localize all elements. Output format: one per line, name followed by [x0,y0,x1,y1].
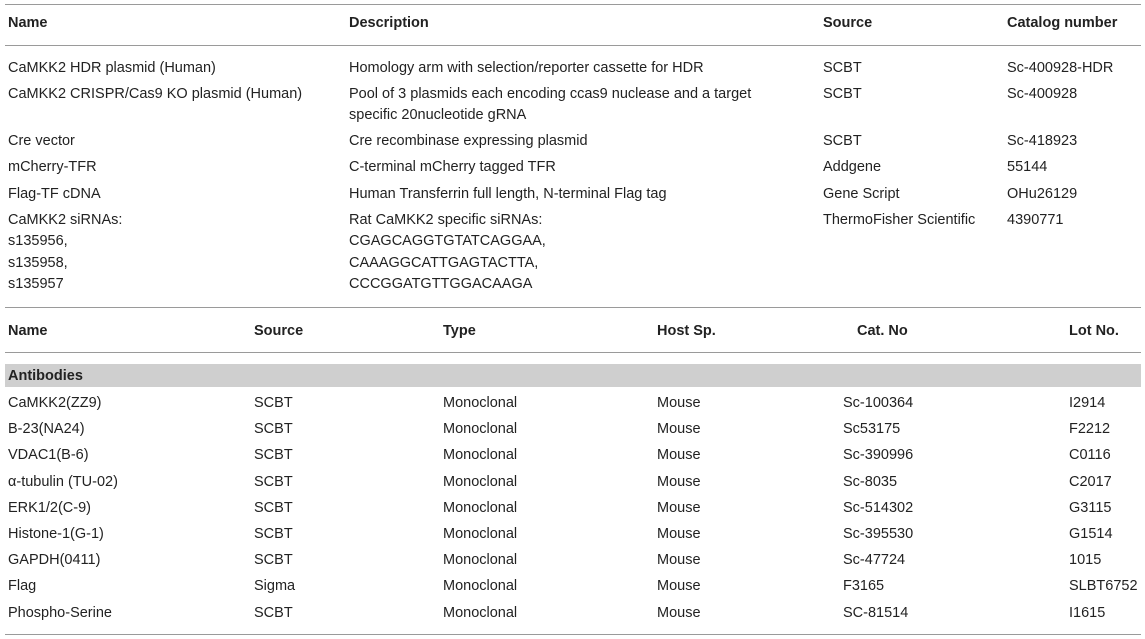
t1-header-catalog: Catalog number [1007,15,1118,31]
t2-cell-name: GAPDH(0411) [8,552,101,568]
t2-cell-catno: Sc53175 [843,421,901,437]
t1-row-catalog: Sc-400928 [1007,86,1078,102]
t2-cell-name: ERK1/2(C-9) [8,500,91,516]
t2-cell-type: Monoclonal [443,474,518,490]
t1-row-source: Addgene [823,159,882,175]
t2-cell-host: Mouse [657,605,701,621]
t2-header-lotno: Lot No. [1069,323,1119,339]
t2-cell-catno: Sc-47724 [843,552,906,568]
t2-cell-name: VDAC1(B-6) [8,447,89,463]
t1-row-source: Gene Script [823,186,900,202]
t2-cell-type: Monoclonal [443,421,518,437]
t1-row-description: Homology arm with selection/reporter cassette for HDR [349,60,704,76]
t1-row-name: s135958, [8,255,68,271]
t2-cell-source: SCBT [254,552,293,568]
t1-row-source: SCBT [823,133,862,149]
t1-row-catalog: OHu26129 [1007,186,1078,202]
t2-cell-lotno: C2017 [1069,474,1112,490]
t2-cell-lotno: I2914 [1069,395,1106,411]
t1-row-description: Human Transferrin full length, N-terminal Flag tag [349,186,667,202]
t1-row-description: C-terminal mCherry tagged TFR [349,159,556,175]
t2-cell-lotno: I1615 [1069,605,1106,621]
t2-header-host: Host Sp. [657,323,716,339]
t2-header-source: Source [254,323,304,339]
t2-cell-name: Histone-1(G-1) [8,526,104,542]
t2-cell-source: SCBT [254,500,293,516]
t2-cell-name: B-23(NA24) [8,421,85,437]
t2-bottom-rule [5,634,1141,635]
t2-cell-catno: Sc-100364 [843,395,914,411]
t2-cell-host: Mouse [657,526,701,542]
t2-cell-host: Mouse [657,552,701,568]
t2-cell-lotno: SLBT6752 [1069,578,1138,594]
t2-cell-type: Monoclonal [443,500,518,516]
t2-cell-type: Monoclonal [443,578,518,594]
t1-row-description: specific 20nucleotide gRNA [349,107,527,123]
t2-cell-lotno: 1015 [1069,552,1102,568]
t2-header-rule [5,352,1141,353]
t1-row-source: SCBT [823,60,862,76]
t1-row-description: CGAGCAGGTGTATCAGGAA, [349,233,546,249]
t2-cell-catno: Sc-514302 [843,500,914,516]
t1-row-description: Pool of 3 plasmids each encoding ccas9 nuclease and a target [349,86,752,102]
t2-cell-type: Monoclonal [443,526,518,542]
t2-cell-name: Phospho-Serine [8,605,112,621]
t1-row-name: s135957 [8,276,64,292]
t2-cell-host: Mouse [657,447,701,463]
section-label-antibodies: Antibodies [8,368,83,384]
top-rule [5,4,1141,5]
t2-cell-host: Mouse [657,421,701,437]
t2-cell-type: Monoclonal [443,552,518,568]
t1-row-description: CCCGGATGTTGGACAAGA [349,276,533,292]
t2-cell-lotno: C0116 [1069,447,1111,463]
t1-row-description: Cre recombinase expressing plasmid [349,133,588,149]
t1-row-description: CAAAGGCATTGAGTACTTA, [349,255,539,271]
t1-row-name: mCherry-TFR [8,159,97,175]
t1-row-catalog: 4390771 [1007,212,1064,228]
t1-row-name: CaMKK2 CRISPR/Cas9 KO plasmid (Human) [8,86,303,102]
t2-cell-lotno: G3115 [1069,500,1112,516]
t1-header-description: Description [349,15,429,31]
t2-cell-type: Monoclonal [443,395,518,411]
t2-header-name: Name [8,323,48,339]
t1-row-catalog: 55144 [1007,159,1048,175]
t2-cell-source: SCBT [254,421,293,437]
t2-cell-name: α-tubulin (TU-02) [8,474,118,490]
t2-cell-source: SCBT [254,395,293,411]
t2-cell-catno: Sc-8035 [843,474,898,490]
t1-row-name: CaMKK2 HDR plasmid (Human) [8,60,216,76]
t2-header-type: Type [443,323,476,339]
t1-row-description: Rat CaMKK2 specific siRNAs: [349,212,543,228]
t1-row-catalog: Sc-418923 [1007,133,1078,149]
t1-bottom-rule [5,307,1141,308]
t2-cell-name: CaMKK2(ZZ9) [8,395,102,411]
t2-cell-lotno: G1514 [1069,526,1113,542]
t1-row-source: ThermoFisher Scientific [823,212,976,228]
t1-header-source: Source [823,15,873,31]
t2-cell-lotno: F2212 [1069,421,1111,437]
t2-cell-catno: Sc-395530 [843,526,914,542]
section-band [5,364,1141,387]
t1-row-source: SCBT [823,86,862,102]
t1-row-name: s135956, [8,233,68,249]
t2-cell-type: Monoclonal [443,605,518,621]
t2-cell-host: Mouse [657,500,701,516]
t2-cell-catno: Sc-390996 [843,447,914,463]
t2-cell-host: Mouse [657,578,701,594]
t2-cell-source: SCBT [254,474,293,490]
t1-header-rule [5,45,1141,46]
t2-cell-source: SCBT [254,447,293,463]
t2-cell-host: Mouse [657,395,701,411]
t2-cell-name: Flag [8,578,37,594]
t2-header-catno: Cat. No [857,323,908,339]
t2-cell-source: SCBT [254,526,293,542]
t2-cell-host: Mouse [657,474,701,490]
t2-cell-source: Sigma [254,578,296,594]
t1-row-name: CaMKK2 siRNAs: [8,212,123,228]
t1-row-name: Flag-TF cDNA [8,186,101,202]
t1-header-name: Name [8,15,48,31]
t1-row-name: Cre vector [8,133,75,149]
t2-cell-catno: SC-81514 [843,605,909,621]
t2-cell-type: Monoclonal [443,447,518,463]
t2-cell-catno: F3165 [843,578,885,594]
t1-row-catalog: Sc-400928-HDR [1007,60,1114,76]
t2-cell-source: SCBT [254,605,293,621]
